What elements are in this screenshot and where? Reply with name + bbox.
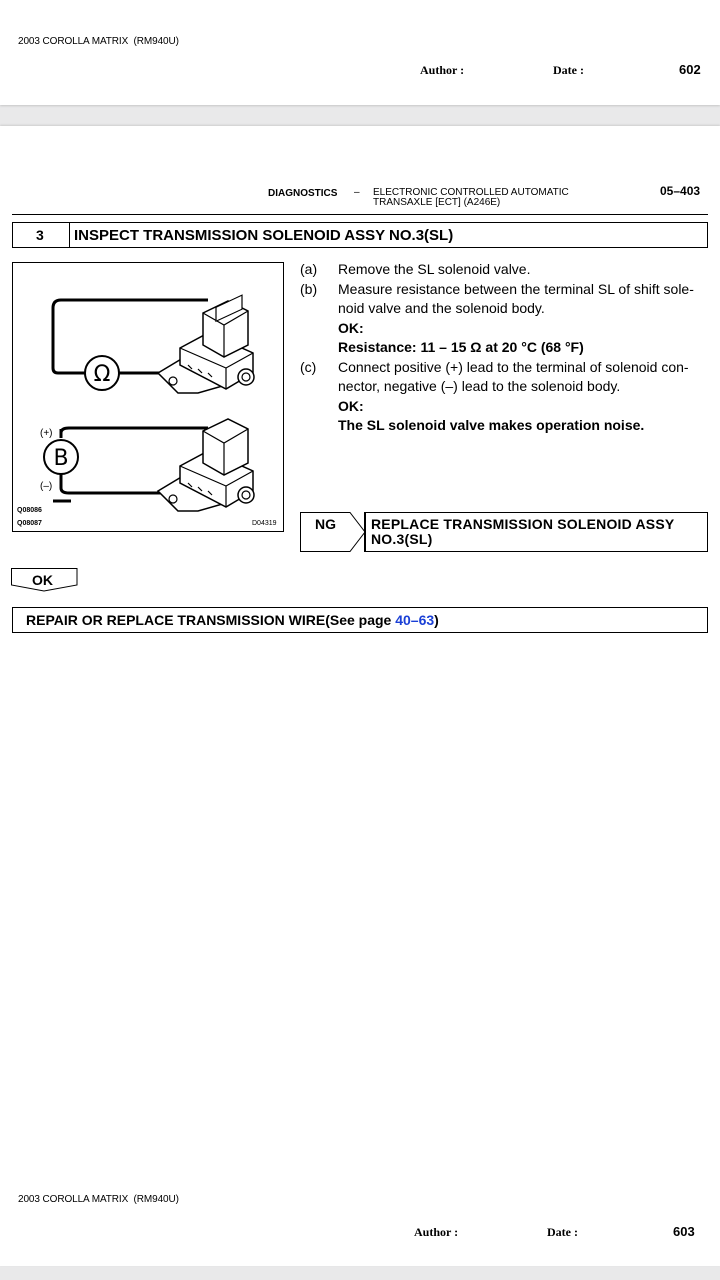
instructions: [300, 260, 712, 436]
ng-label: NG: [315, 516, 336, 532]
figure-box: [12, 262, 284, 532]
battery-wire-top: [61, 428, 208, 438]
section-code: 05–403: [660, 184, 701, 198]
step-number: 3: [36, 227, 44, 243]
battery-symbol: B: [53, 446, 69, 471]
section-name: DIAGNOSTICS: [268, 188, 338, 199]
next-author-label: Author :: [414, 1225, 459, 1239]
page-link[interactable]: 40–63: [395, 612, 435, 628]
noise-spec: The SL solenoid valve makes operation noise.: [338, 417, 645, 433]
repair-box: [12, 607, 708, 633]
page-number: 602: [679, 62, 701, 77]
solenoid-valve-bottom: [158, 419, 254, 511]
battery-wire-bottom: [61, 473, 173, 493]
instruction-c: (c) Connect positive (+) lead to the terminal of solenoid con- nector, negative (–) lead to the solenoid body. OK: The SL solenoid valve makes operation noise.: [300, 358, 712, 436]
figure-ref-2: Q08087: [17, 520, 42, 527]
next-vehicle-title: 2003 COROLLA MATRIX (RM940U): [18, 1194, 179, 1205]
figure-ref-3: D04319: [252, 520, 277, 527]
solenoid-diagram: [13, 263, 283, 531]
ohm-symbol: Ω: [93, 362, 111, 387]
solenoid-valve-top: [158, 295, 254, 393]
instruction-b: (b) Measure resistance between the terminal SL of shift sole- noid valve and the solenoid body. OK: Resistance: 11 – 15 Ω at 20 °C (68 °F): [300, 280, 712, 358]
figure-ref-1: Q08086: [17, 507, 42, 514]
repair-text: REPAIR OR REPLACE TRANSMISSION WIRE(See page 40–63): [26, 612, 439, 628]
header-rule: [12, 214, 708, 215]
step-divider: [69, 223, 70, 247]
date-label: Date :: [553, 63, 584, 77]
next-page-number: 603: [673, 1224, 695, 1239]
ng-action: REPLACE TRANSMISSION SOLENOID ASSY NO.3(SL): [371, 516, 675, 547]
document-page: [0, 126, 720, 1266]
ok-label: OK: [32, 572, 53, 588]
section-subtitle: ELECTRONIC CONTROLLED AUTOMATIC TRANSAXLE [ECT] (A246E): [373, 187, 569, 208]
step-title-box: [12, 222, 708, 248]
next-date-label: Date :: [547, 1225, 578, 1239]
ng-action-box: [364, 512, 708, 552]
positive-label: (+): [40, 428, 53, 439]
step-title: INSPECT TRANSMISSION SOLENOID ASSY NO.3(SL): [74, 227, 454, 244]
author-label: Author :: [420, 63, 465, 77]
resistance-spec: Resistance: 11 – 15 Ω at 20 °C (68 °F): [338, 339, 584, 355]
negative-label: (–): [40, 481, 53, 492]
section-dash: –: [354, 187, 360, 198]
previous-page-fragment: [0, 0, 720, 105]
vehicle-title: 2003 COROLLA MATRIX (RM940U): [18, 36, 179, 47]
instruction-a: (a) Remove the SL solenoid valve.: [300, 261, 531, 277]
